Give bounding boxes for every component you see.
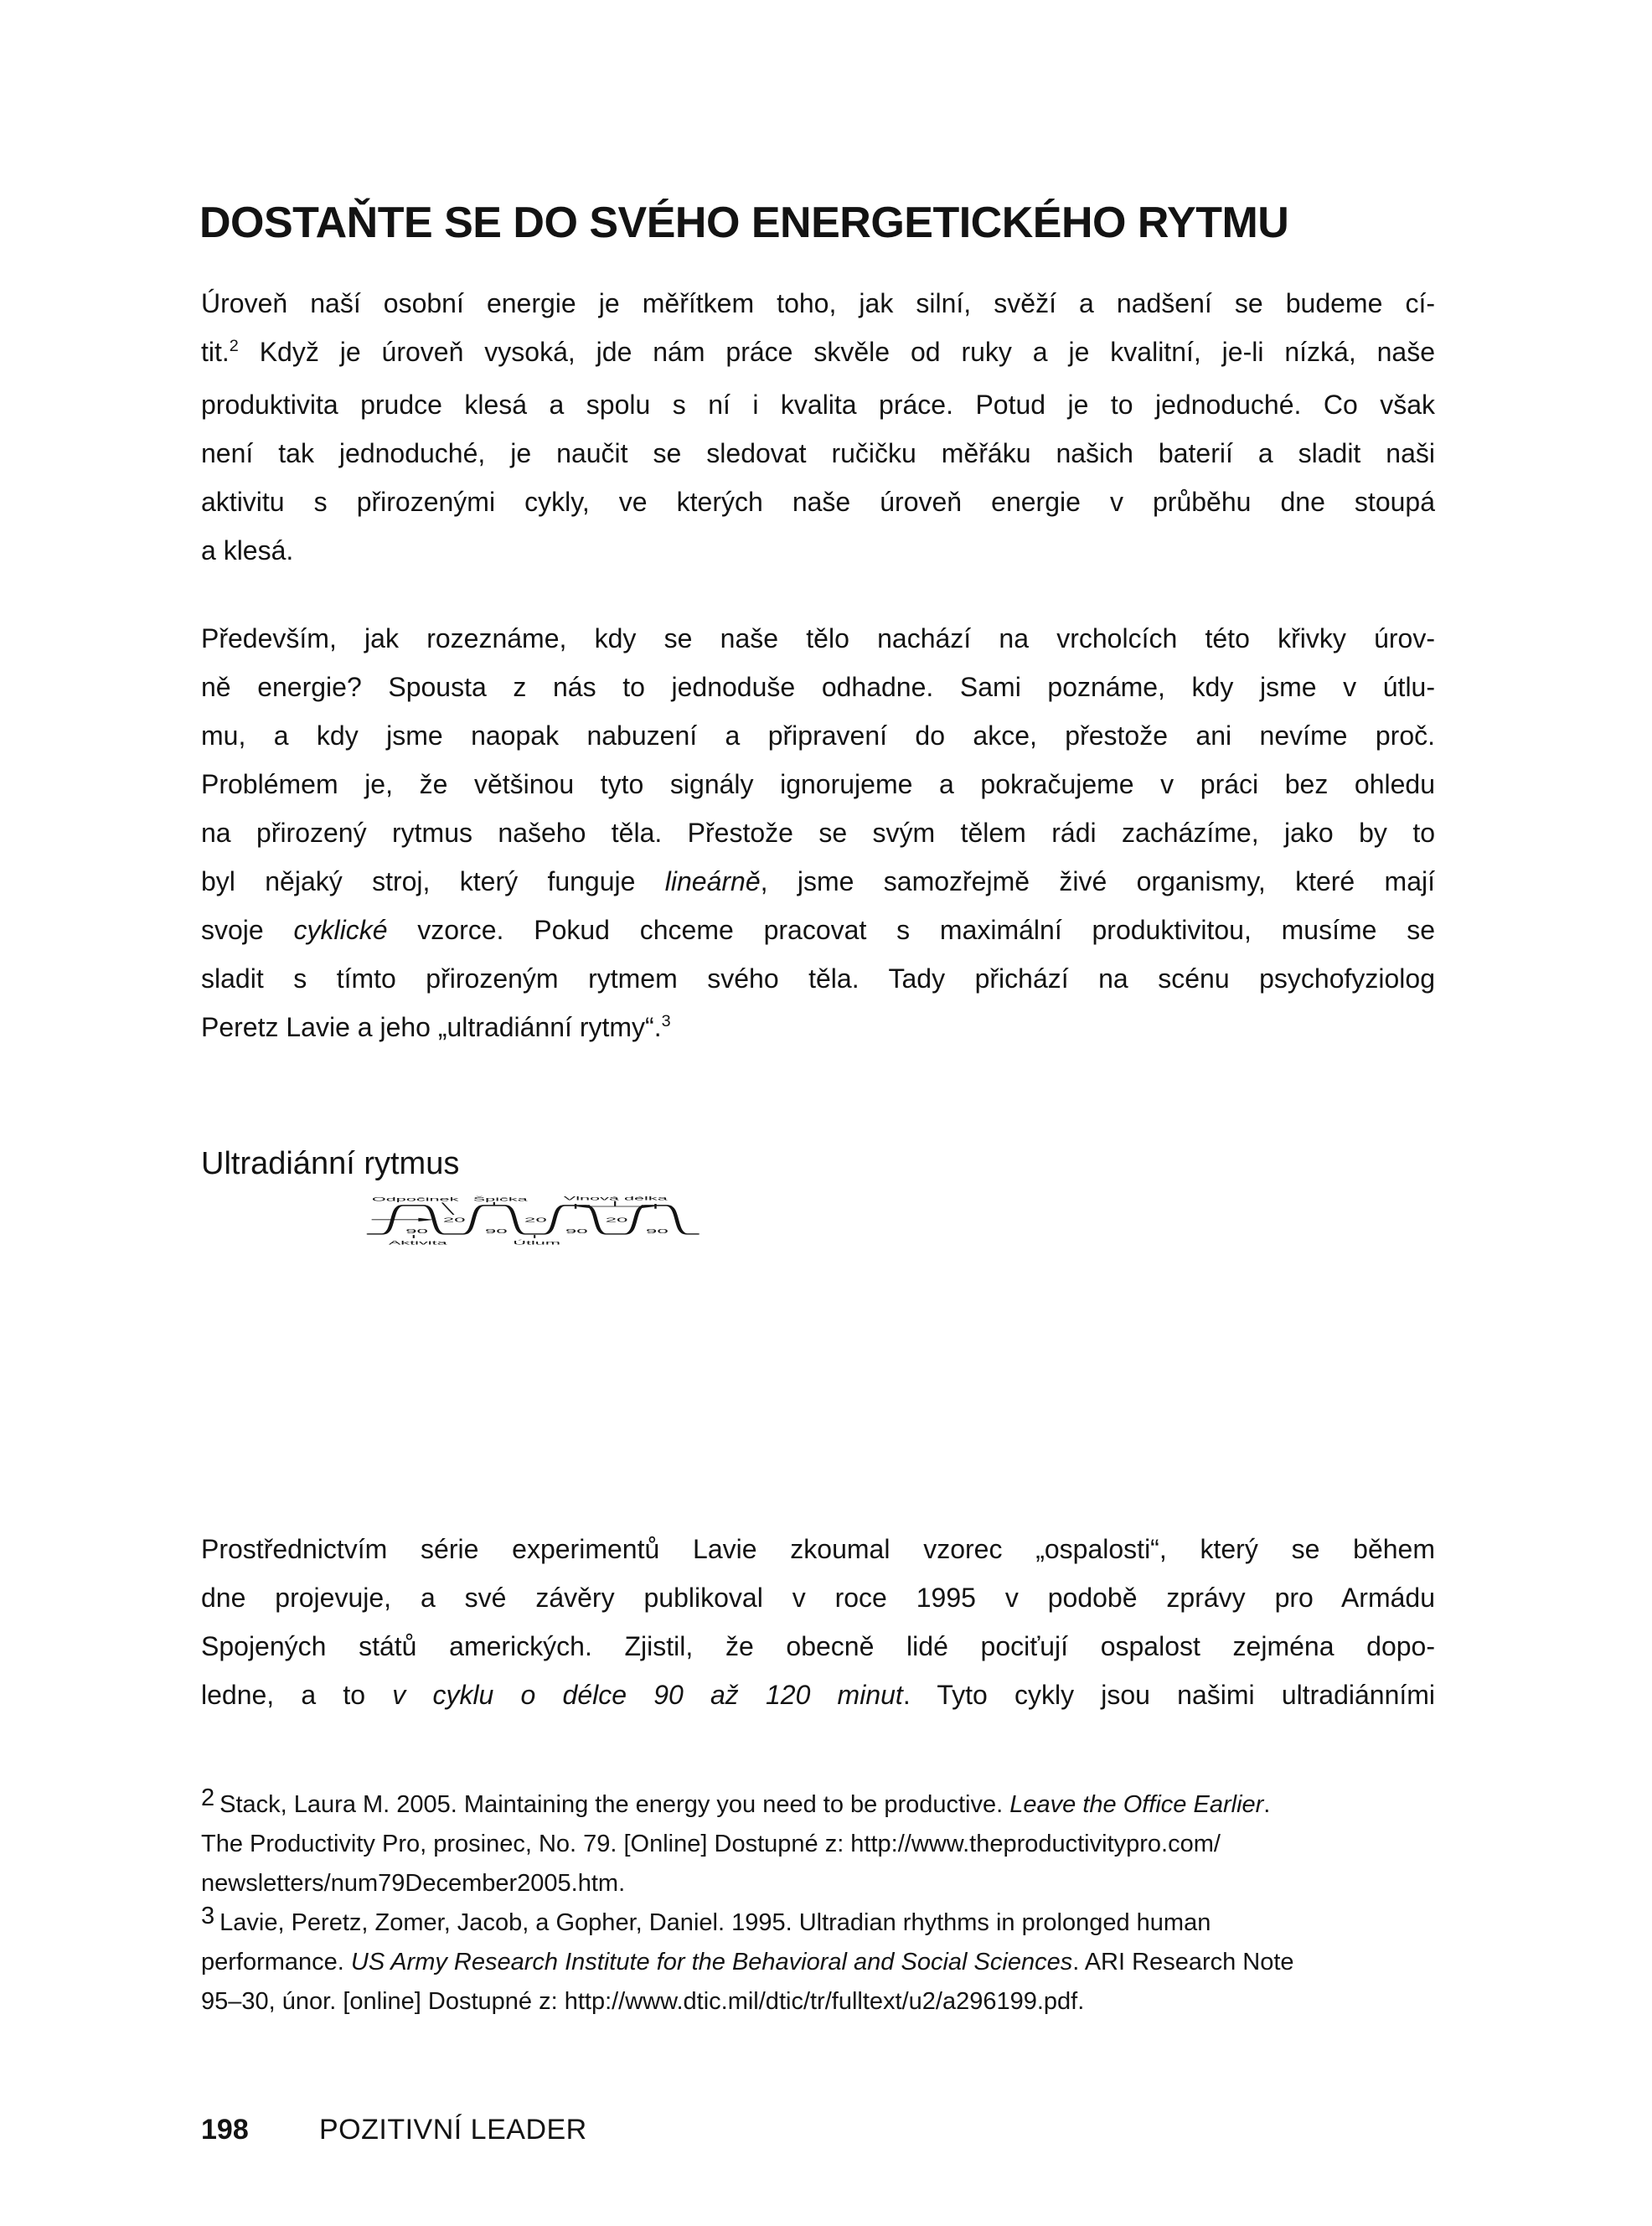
rest-pointer-line (442, 1202, 454, 1214)
rest-minutes-3: 20 (605, 1216, 628, 1223)
paragraph-2 (201, 614, 1435, 1056)
text-line: na přirozený rytmus našeho těla. Přestože se svým tělem rádi zacházíme, jako by to (201, 818, 1435, 848)
paragraph-1 (201, 279, 1435, 575)
ultradian-rhythm-diagram (360, 1194, 947, 1475)
activity-minutes-2: 90 (484, 1227, 508, 1235)
rest-minutes-1: 20 (442, 1216, 466, 1223)
text-line: 3 Lavie, Peretz, Zomer, Jacob, a Gopher, Daniel. 1995. Ultradian rhythms in prolonged human (201, 1903, 1211, 1936)
text-line: Úroveň naší osobní energie je měřítkem toho, jak silní, svěží a nadšení se budeme cí- (201, 288, 1435, 318)
text-line: 2 Stack, Laura M. 2005. Maintaining the energy you need to be productive. Leave the Office Earlier. (201, 1784, 1271, 1818)
book-title: POZITIVNÍ LEADER (319, 2114, 587, 2146)
text-line: performance. US Army Research Institute for the Behavioral and Social Sciences. ARI Research Note (201, 1949, 1294, 1976)
activity-label: Aktivita (388, 1239, 447, 1246)
activity-minutes-4: 90 (645, 1227, 669, 1235)
activity-minutes-3: 90 (565, 1227, 588, 1235)
text-line: byl nějaký stroj, který funguje lineárně, jsme samozřejmě živé organismy, které mají (201, 866, 1436, 896)
paragraph-3 (201, 1525, 1435, 1719)
text-line: Spojených států amerických. Zjistil, že obecně lidé pociťují ospalost zejména dopo- (201, 1631, 1435, 1661)
footnotes (201, 1785, 1435, 2022)
text-line: 95–30, únor. [online] Dostupné z: http://www.dtic.mil/dtic/tr/fulltext/u2/a296199.pdf. (201, 1988, 1085, 2015)
rest-label: Odpočinek (371, 1196, 459, 1203)
text-line: Peretz Lavie a jeho „ultradiánní rytmy“.$^3$ (201, 1012, 671, 1042)
text-line: a klesá. (201, 535, 294, 566)
page-title: DOSTAŇTE SE DO SVÉHO ENERGETICKÉHO RYTMU (199, 198, 1289, 247)
section-heading: Ultradiánní rytmus (201, 1145, 460, 1181)
text-line: Především, jak rozeznáme, kdy se naše tělo nachází na vrcholcích této křivky úrov- (201, 623, 1435, 653)
text-line: Prostřednictvím série experimentů Lavie zkoumal vzorec „ospalosti“, který se během (201, 1534, 1435, 1564)
text-line: The Productivity Pro, prosinec, No. 79. [Online] Dostupné z: http://www.theproductivitypro.com/ (201, 1831, 1221, 1857)
text-line: není tak jednoduché, je naučit se sledovat ručičku měřáku našich baterií a sladit naši (201, 438, 1435, 468)
activity-minutes-1: 90 (405, 1227, 428, 1235)
text-line: aktivitu s přirozenými cykly, ve kterých naše úroveň energie v průběhu dne stoupá (201, 487, 1435, 517)
text-line: sladit s tímto přirozeným rytmem svého těla. Tady přichází na scénu psychofyziolog (201, 963, 1435, 994)
page-footer (201, 2113, 587, 2146)
text-line: Problémem je, že většinou tyto signály ignorujeme a pokračujeme v práci bez ohledu (201, 769, 1435, 799)
text-line: produktivita prudce klesá a spolu s ní i kvalita práce. Potud je to jednoduché. Co však (201, 390, 1435, 420)
timeline-arrowhead-icon (418, 1218, 434, 1221)
text-line: ledne, a to v cyklu o délce 90 až 120 minut. Tyto cykly jsou našimi ultradiánními (201, 1680, 1436, 1710)
wavelength-label: Vlnová délka (563, 1195, 668, 1202)
text-line: mu, a kdy jsme naopak nabuzení a připravení do akce, přestože ani nevíme proč. (201, 720, 1435, 751)
page-number: 198 (201, 2114, 249, 2146)
text-line: svoje cyklické vzorce. Pokud chceme pracovat s maximální produktivitou, musíme se (201, 915, 1436, 945)
text-line: dne projevuje, a své závěry publikoval v roce 1995 v podobě zprávy pro Armádu (201, 1583, 1435, 1613)
rest-minutes-2: 20 (524, 1216, 547, 1223)
text-line: ně energie? Spousta z nás to jednoduše odhadne. Sami poznáme, kdy jsme v útlu- (201, 672, 1435, 702)
slump-label: Útlum (513, 1239, 560, 1246)
text-line: tit.$^2$ Když je úroveň vysoká, jde nám práce skvěle od ruky a je kvalitní, je-li nízká, naše (201, 337, 1435, 367)
peak-label: Špička (472, 1196, 528, 1203)
text-line: newsletters/num79December2005.htm. (201, 1870, 626, 1897)
